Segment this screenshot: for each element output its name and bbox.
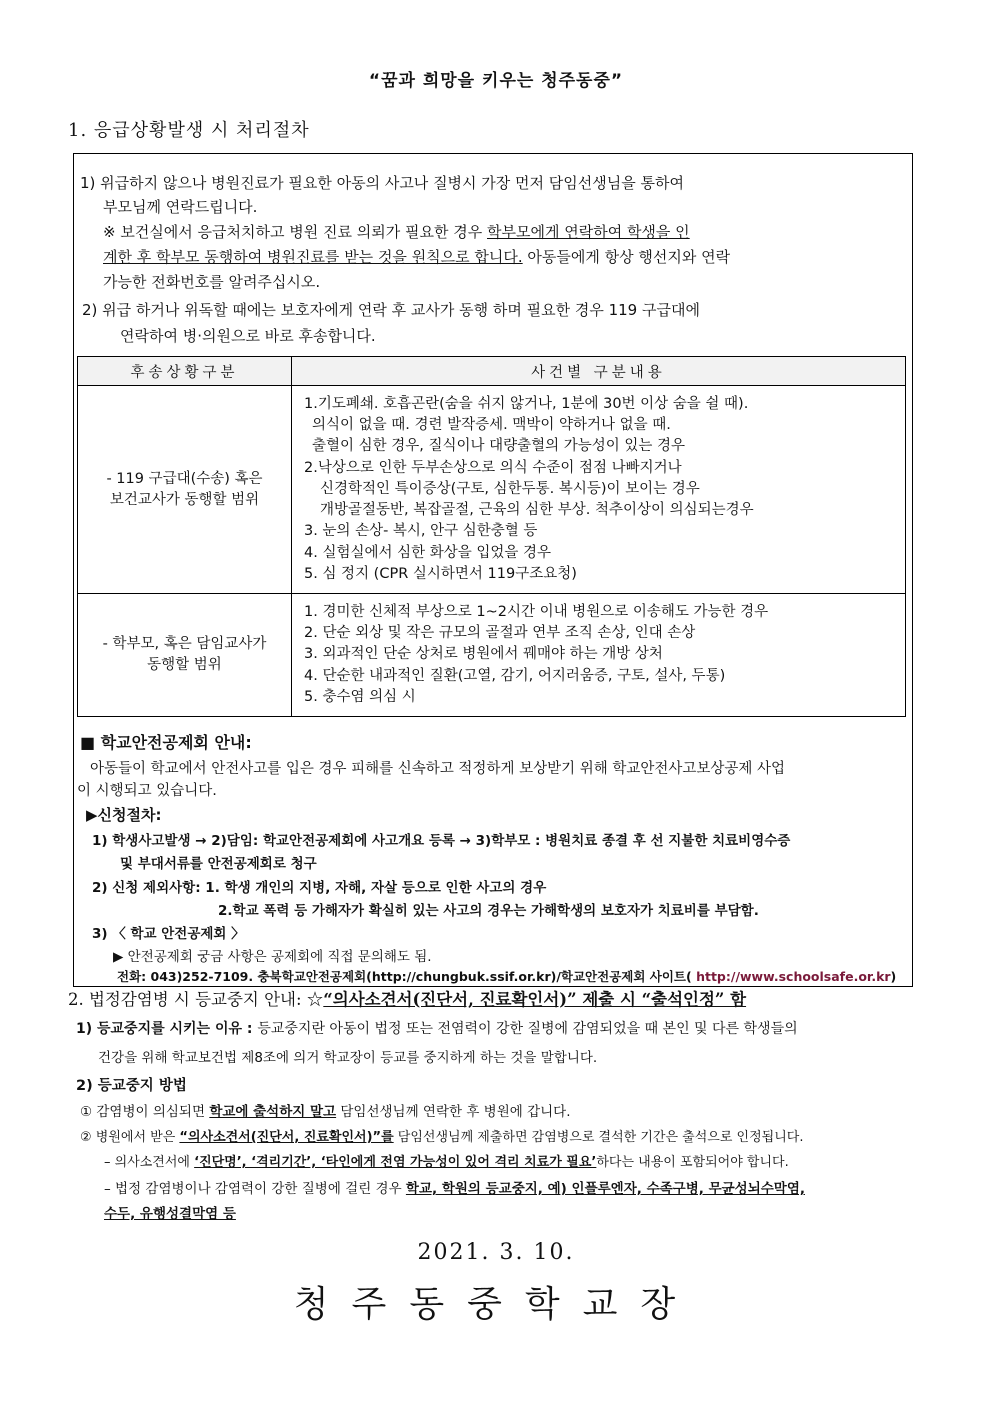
list-item: 1. 경미한 신체적 부상으로 1~2시간 이내 병원으로 이송해도 가능한 경우 [304,603,769,620]
list-item: 5. 충수염 의심 시 [304,688,416,705]
method-4b: 수두, 유행성결막염 등 [104,1206,236,1222]
header-right: 사건별 구분내용 [292,357,906,386]
list-item: 개방골절동반, 복잡골절, 근육의 심한 부상. 척추이상이 의심되는경우 [320,502,754,519]
p1-line2: 부모님께 연락드립니다. [103,198,258,216]
p1-line4: 계한 후 학부모 동행하여 병원진료를 받는 것을 원칙으로 합니다. 아동들에게 항상 행선지와 연락 [103,248,731,266]
p1-line5: 가능한 전화번호를 알려주십시오. [103,273,321,291]
school-motto: “꿈과 희망을 키우는 청주동중” [368,71,624,91]
list-item: 3. 외과적인 단순 상처로 병원에서 꿰매야 하는 개방 상처 [304,646,663,663]
list-item: 3. 눈의 손상- 복시, 안구 심한충혈 등 [304,523,538,540]
safety-intro-2: 이 시행되고 있습니다. [77,783,217,799]
list-item: 5. 심 정지 (CPR 실시하면서 119구조요청) [304,566,577,583]
safety-org: 3) 〈 학교 안전공제회 〉 [92,926,245,942]
apply-title: ▶신청절차: [86,806,162,824]
list-item: 신경학적인 특이증상(구토, 심한두통. 복시등)이 보이는 경우 [320,480,700,497]
safety-title: ■ 학교안전공제회 안내: [80,733,252,752]
apply-step-1b: 및 부대서류를 안전공제회로 청구 [120,856,317,872]
principal-signature: 청주동중학교장 [293,1284,699,1325]
reason-line: 1) 등교중지를 시키는 이유 : 등교중지란 아동이 법정 또는 전염력이 강한 질병에 감염되었을 때 본인 및 다른 학생들의 [76,1021,798,1037]
schoolsafe-link[interactable]: http://www.schoolsafe.or.kr [696,969,891,984]
safety-inquiry: ▶ 안전공제회 궁금 사항은 공제회에 직접 문의해도 됨. [113,949,432,965]
list-item: 의식이 없을 때. 경련 발작증세. 맥박이 약하거나 없을 때. [312,416,671,433]
list-item: 출혈이 심한 경우, 질식이나 대량출혈의 가능성이 있는 경우 [312,438,686,455]
list-item: 2. 단순 외상 및 작은 규모의 골절과 연부 조직 손상, 인대 손상 [304,625,696,642]
p1-line1: 1) 위급하지 않으나 병원진료가 필요한 아동의 사고나 질병시 가장 먼저 담임선생님을 통하여 [80,174,684,192]
exclusion-2: 2.학교 폭력 등 가해자가 확실히 있는 사고의 경우는 가해학생의 보호자가 치료비를 부담함. [218,903,759,919]
row1-head: - 119 구급대(수송) 혹은 보건교사가 동행할 범위 [78,386,292,594]
document-date: 2021. 3. 10. [417,1240,575,1265]
table-row [78,386,906,594]
p2-line2: 연락하여 병·의원으로 바로 후송합니다. [120,327,376,345]
method-2: ② 병원에서 받은 “의사소견서(진단서, 진료확인서)”를 담임선생님께 제출하면 감염병으로 결석한 기간은 출석으로 인정됩니다. [80,1130,804,1145]
list-item: 4. 단순한 내과적인 질환(고열, 감기, 어지러움증, 구토, 설사, 두통) [304,667,726,684]
section1-title: 1. 응급상황발생 시 처리절차 [68,120,310,141]
section2-title: 2. 법정감염병 시 등교중지 안내: ☆“의사소견서(진단서, 진료확인서)” 제출 시 “출석인정” 함 [68,990,747,1009]
exclusion-1: 2) 신청 제외사항: 1. 학생 개인의 지병, 자해, 자살 등으로 인한 사고의 경우 [92,880,547,896]
method-3: – 의사소견서에 ‘진단명’, ‘격리기간’, ‘타인에게 전염 가능성이 있어 격리 치료가 필요’하다는 내용이 포함되어야 합니다. [104,1155,789,1170]
method-title: 2) 등교중지 방법 [76,1078,187,1094]
apply-step-1: 1) 학생사고발생 → 2)담임: 학교안전공제회에 사고개요 등록 → 3)학부모 : 병원치료 종결 후 선 지불한 치료비영수증 [92,833,791,849]
list-item: 4. 실험실에서 심한 화상을 입었을 경우 [304,544,551,561]
reason-line-2: 건강을 위해 학교보건법 제8조에 의거 학교장이 등교를 중지하게 하는 것을 말합니다. [98,1050,598,1066]
list-item: 2.낙상으로 인한 두부손상으로 의식 수준이 점점 나빠지거나 [304,459,682,476]
p2-line1: 2) 위급 하거나 위독할 때에는 보호자에게 연락 후 교사가 동행 하며 필요한 경우 119 구급대에 [82,301,700,319]
table-header-row [78,357,906,386]
safety-contact: 전화: 043)252-7109. 충북학교안전공제회(http://chungbuk.ssif.or.kr)/학교안전공제회 사이트( http://www.schoolsafe.or.kr) [117,969,897,984]
p1-line3: ※ 보건실에서 응급처치하고 병원 진료 의뢰가 필요한 경우 학부모에게 연락하여 학생을 인 [103,223,690,241]
header-left: 후송상황구분 [78,357,292,386]
table-row [78,594,906,717]
method-1: ① 감염병이 의심되면 학교에 출석하지 말고 담임선생님께 연락한 후 병원에 갑니다. [80,1104,571,1120]
row2-head: - 학부모, 혹은 담임교사가 동행할 범위 [78,594,292,717]
transport-table [77,356,906,717]
list-item: 1.기도폐쇄. 호흡곤란(숨을 쉬지 않거나, 1분에 30번 이상 숨을 쉴 때). [304,395,749,412]
row2-content [292,594,906,717]
row1-content [292,386,906,594]
safety-intro-1: 아동들이 학교에서 안전사고를 입은 경우 피해를 신속하고 적정하게 보상받기 위해 학교안전사고보상공제 사업 [90,761,786,777]
method-4: – 법정 감염병이나 감염력이 강한 질병에 걸린 경우 학교, 학원의 등교중지, 예) 인플루엔자, 수족구병, 무균성뇌수막염, [104,1181,805,1197]
